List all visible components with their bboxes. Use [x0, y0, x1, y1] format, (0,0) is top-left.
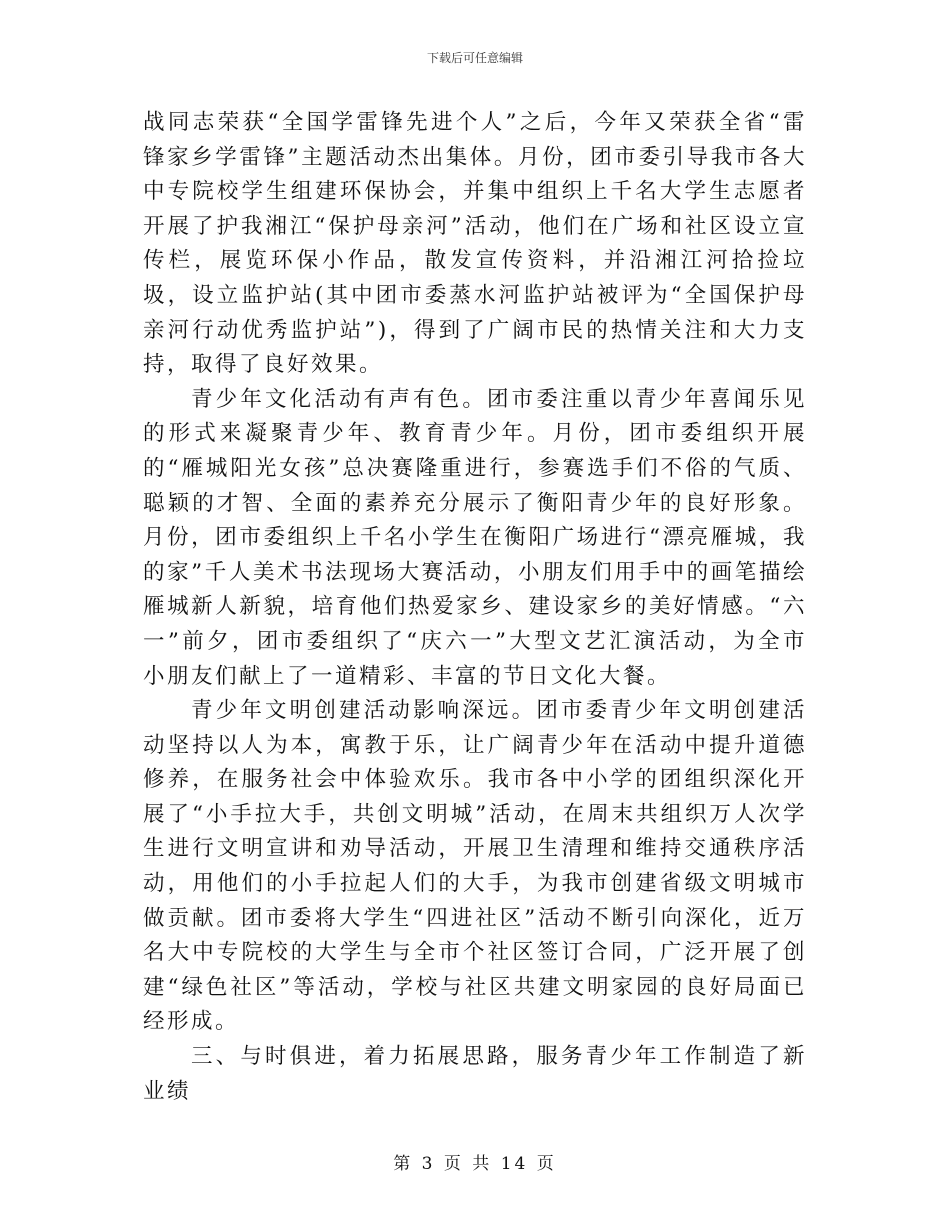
paragraph-civilization-activities: 青少年文明创建活动影响深远。团市委青少年文明创建活动坚持以人为本，寓教于乐，让广阔青少年在活动中提升道德修养，在服务社会中体验欢乐。我市各中小学的团组织深化开展了“小手拉大手，共创文明城”活动，在周末共组织万人次学生进行文明宣讲和劝导活动，开展卫生清理和维持交通秩序活动，用他们的小手拉起人们的大手，为我市创建省级文明城市做贡献。团市委将大学生“四进社区”活动不断引向深化，近万名大中专院校的大学生与全市个社区签订合同，广泛开展了创建“绿色社区”等活动，学校与社区共建文明家园的良好局面已经形成。 — [143, 698, 807, 1035]
page-number: 第 3 页 共 14 页 — [393, 1154, 557, 1174]
paragraph-culture-activities: 青少年文化活动有声有色。团市委注重以青少年喜闻乐见的形式来凝聚青少年、教育青少年。月份，团市委组织开展的“雁城阳光女孩”总决赛隆重进行，参赛选手们不俗的气质、聪颖的才智、全面的素养充分展示了衡阳青少年的良好形象。月份，团市委组织上千名小学生在衡阳广场进行“漂亮雁城，我的家”千人美术书法现场大赛活动，小朋友们用手中的画笔描绘雁城新人新貌，培育他们热爱家乡、建设家乡的美好情感。“六一”前夕，团市委组织了“庆六一”大型文艺汇演活动，为全市小朋友们献上了一道精彩、丰富的节日文化大餐。 — [143, 386, 807, 689]
paragraph-continuation: 战同志荣获“全国学雷锋先进个人”之后，今年又荣获全省“雷锋家乡学雷锋”主题活动杰出集体。月份，团市委引导我市各大中专院校学生组建环保协会，并集中组织上千名大学生志愿者开展了护我湘江“保护母亲河”活动，他们在广场和社区设立宣传栏，展览环保小作品，散发宣传资料，并沿湘江河拾捡垃圾，设立监护站(其中团市委蒸水河监护站被评为“全国保护母亲河行动优秀监护站”)，得到了广阔市民的热情关注和大力支持，取得了良好效果。 — [143, 110, 807, 378]
page-header: 下载后可任意编辑 — [426, 51, 523, 65]
document-body — [143, 106, 807, 1109]
section-heading: 三、与时俱进，着力拓展思路，服务青少年工作制造了新业绩 — [143, 1044, 807, 1104]
